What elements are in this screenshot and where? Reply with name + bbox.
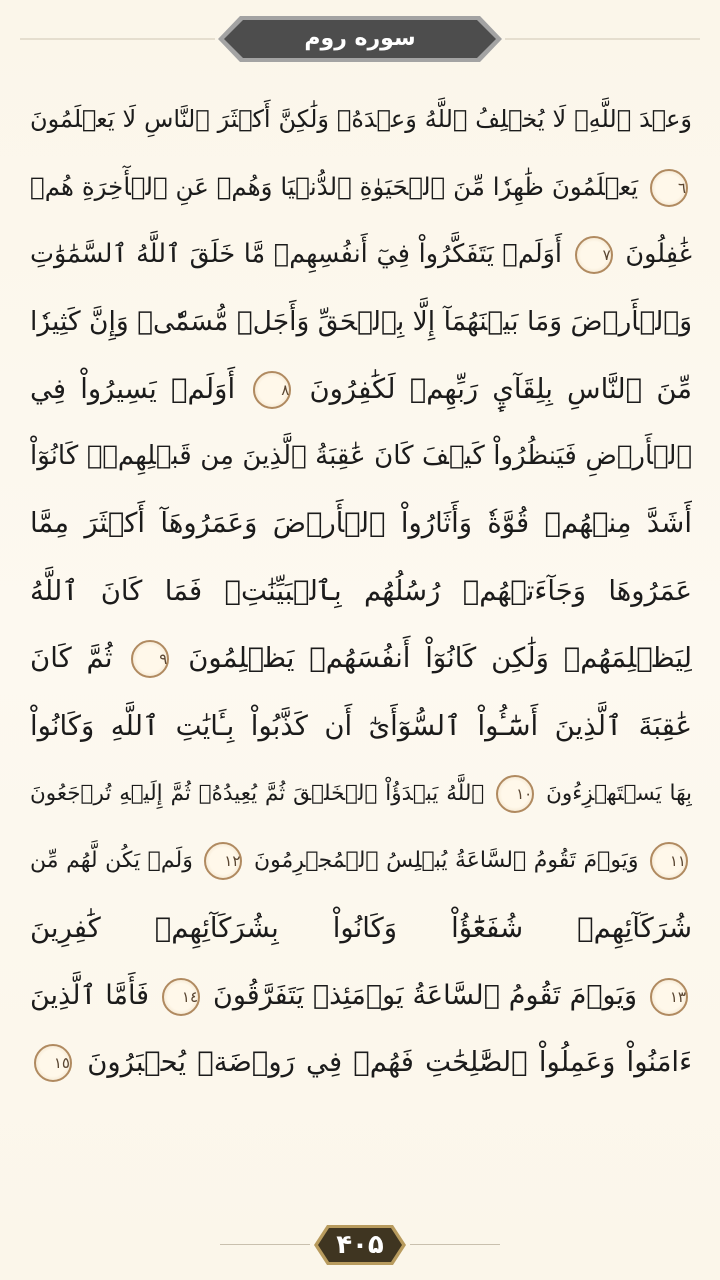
footer-rule-left: [220, 1244, 310, 1245]
verse-text: شُرَكَآئِهِمۡ شُفَعَٰٓؤُاْ وَكَانُواْ بِشُرَكَآئِهِمۡ كَٰفِرِينَ: [30, 911, 692, 944]
verse-line: [30, 221, 692, 288]
verse-text: لِيَظۡلِمَهُمۡ وَلَٰكِن كَانُوٓاْ أَنفُسَهُمۡ يَظۡلِمُونَ: [188, 642, 692, 675]
verse-line: [30, 760, 692, 827]
verse-line: [30, 490, 692, 557]
ayah-number-marker: ١٢: [204, 842, 242, 880]
verse-line: [30, 625, 692, 692]
verse-text: مِّنَ ٱلنَّاسِ بِلِقَآيِٕ رَبِّهِمۡ لَكَٰفِرُونَ: [309, 372, 692, 405]
ayah-number-marker: ١٠: [496, 775, 534, 813]
verse-line: [30, 827, 692, 894]
verse-text: عَمَرُوهَا وَجَآءَتۡهُمۡ رُسُلُهُم بِٱلۡبَيِّنَٰتِۖ فَمَا كَانَ ٱللَّهُ: [30, 574, 692, 607]
ayah-number-marker: ٦: [650, 169, 688, 207]
verse-line: [30, 962, 692, 1029]
verse-text: أَشَدَّ مِنۡهُمۡ قُوَّةٗ وَأَثَارُواْ ٱلۡأَرۡضَ وَعَمَرُوهَآ أَكۡثَرَ مِمَّا: [30, 507, 692, 540]
verse-line: [30, 86, 692, 153]
ayah-number-marker: ٨: [253, 371, 291, 409]
verse-text: فَأَمَّا ٱلَّذِينَ: [30, 980, 150, 1012]
ayah-number-marker: ١١: [650, 842, 688, 880]
page-footer: [0, 1222, 720, 1268]
verse-text: وَٱلۡأَرۡضَ وَمَا بَيۡنَهُمَآ إِلَّا بِٱلۡحَقِّ وَأَجَلٖ مُّسَمّٗىۗ وَإِنَّ كَثِيرٗا: [30, 306, 692, 338]
verse-text: أَوَلَمۡ يَتَفَكَّرُواْ فِيٓ أَنفُسِهِمۗ مَّا خَلَقَ ٱللَّهُ ٱلسَّمَٰوَٰتِ: [30, 238, 562, 269]
verse-text: عَٰقِبَةَ ٱلَّذِينَ أَسَٰٓـُٔواْ ٱلسُّوٓأَىٰٓ أَن كَذَّبُواْ بِـَٔايَٰتِ ٱللَّهِ وَكَانُواْ: [30, 709, 692, 742]
ayah-number-marker: ٩: [131, 640, 169, 678]
verse-line: [30, 1029, 692, 1096]
footer-rule-right: [410, 1244, 500, 1245]
verse-text: ثُمَّ كَانَ: [30, 642, 113, 675]
verse-text: ٱللَّهُ يَبۡدَؤُاْ ٱلۡخَلۡقَ ثُمَّ يُعِيدُهُۥ ثُمَّ إِلَيۡهِ تُرۡجَعُونَ: [30, 780, 485, 806]
verse-line: [30, 895, 692, 962]
verse-text: وَيَوۡمَ تَقُومُ ٱلسَّاعَةُ يُبۡلِسُ ٱلۡمُجۡرِمُونَ: [253, 848, 639, 874]
verse-text: وَعۡدَ ٱللَّهِۖ لَا يُخۡلِفُ ٱللَّهُ وَعۡدَهُۥ وَلَٰكِنَّ أَكۡثَرَ ٱلنَّاسِ لَا يَعۡلَمُونَ: [30, 105, 692, 133]
page-number-badge: [313, 1224, 407, 1266]
ayah-number-marker: ١٣: [650, 978, 688, 1016]
verse-text: وَلَمۡ يَكُن لَّهُم مِّن: [30, 848, 193, 874]
ayah-number-marker: ٧: [575, 236, 613, 274]
verse-line: [30, 153, 692, 220]
surah-title: سوره روم: [304, 26, 416, 51]
verse-text: غَٰفِلُونَ: [625, 238, 692, 269]
verse-line: [30, 356, 692, 423]
verse-line: [30, 288, 692, 355]
verse-text: بِهَا يَسۡتَهۡزِءُونَ: [546, 780, 692, 806]
verse-text: ءَامَنُواْ وَعَمِلُواْ ٱلصَّٰلِحَٰتِ فَهُمۡ فِي رَوۡضَةٖ يُحۡبَرُونَ: [87, 1046, 692, 1079]
surah-header: [0, 14, 720, 64]
verse-text: ٱلۡأَرۡضِ فَيَنظُرُواْ كَيۡفَ كَانَ عَٰقِبَةُ ٱلَّذِينَ مِن قَبۡلِهِمۡۚ كَانُوٓاْ: [30, 440, 692, 471]
verse-text-area: [30, 86, 692, 1097]
ayah-number-marker: ١٤: [162, 978, 200, 1016]
verse-line: [30, 423, 692, 490]
ayah-number-marker: ١٥: [34, 1044, 72, 1082]
verse-text: أَوَلَمۡ يَسِيرُواْ فِي: [30, 372, 236, 405]
verse-line: [30, 693, 692, 760]
verse-text: يَعۡلَمُونَ ظَٰهِرٗا مِّنَ ٱلۡحَيَوٰةِ ٱلدُّنۡيَا وَهُمۡ عَنِ ٱلۡأٓخِرَةِ هُمۡ: [30, 172, 639, 202]
verse-text: وَيَوۡمَ تَقُومُ ٱلسَّاعَةُ يَوۡمَئِذٖ يَتَفَرَّقُونَ: [213, 980, 638, 1012]
page-number: ۴۰۵: [336, 1230, 384, 1260]
verse-line: [30, 558, 692, 625]
